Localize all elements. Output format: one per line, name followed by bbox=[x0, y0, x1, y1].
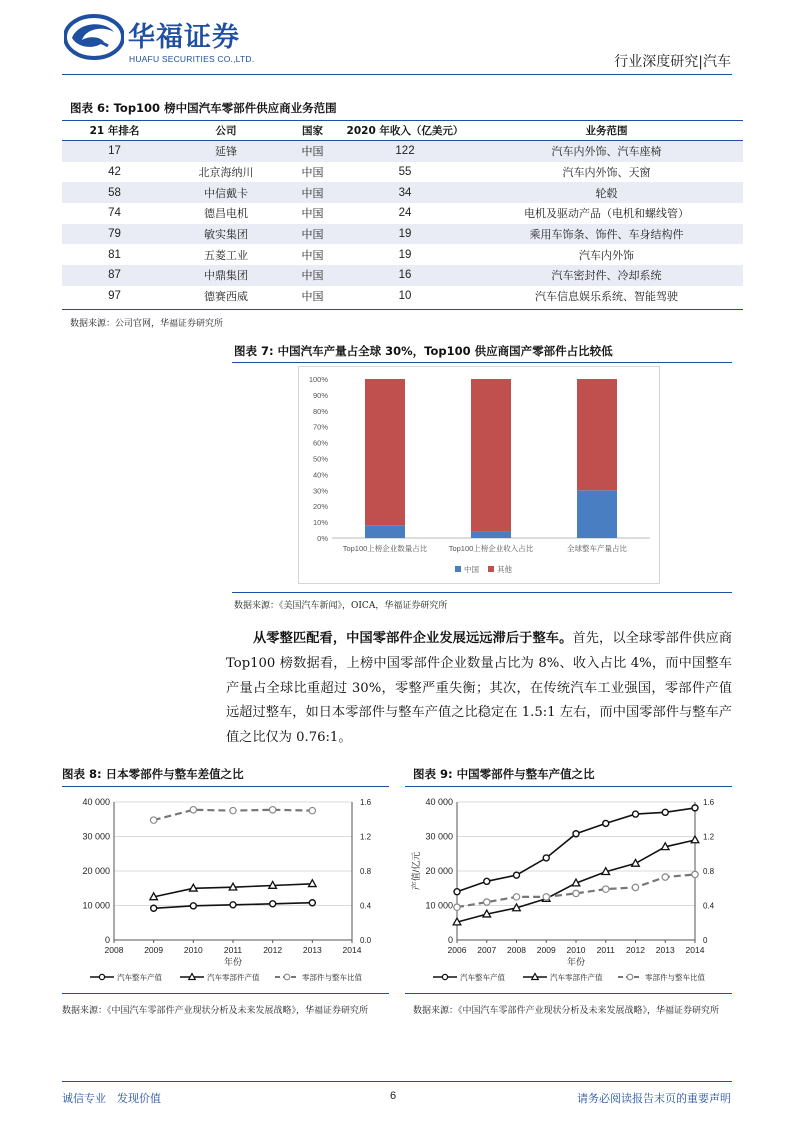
fig9-legend-marker bbox=[627, 974, 633, 980]
fig9-point bbox=[692, 871, 698, 877]
fig8-x-tick-label: 2014 bbox=[342, 945, 362, 955]
fig7-y-tick-label: 50% bbox=[312, 454, 328, 464]
fig9-point bbox=[603, 820, 609, 826]
fig9-bottom-rule bbox=[405, 993, 732, 994]
fig9-x-tick-label: 2011 bbox=[596, 945, 615, 955]
fig8-source: 数据来源：《中国汽车零部件产业现状分析及未来发展战略》，华福证券研究所 bbox=[62, 1006, 369, 1016]
fig9-y-axis-title: 产值/亿元 bbox=[411, 851, 421, 891]
fig7-y-tick-label: 80% bbox=[312, 406, 328, 416]
fig7-caption: 图表 7: 中国汽车产量占全球 30%，Top100 供应商国产零部件占比较低 bbox=[234, 344, 613, 358]
fig8-y-left-tick: 0 bbox=[104, 935, 110, 945]
body-paragraph bbox=[226, 627, 732, 751]
page-number: 6 bbox=[390, 1090, 397, 1102]
fig8-point bbox=[190, 903, 196, 909]
fig9-point bbox=[573, 831, 579, 837]
footer-rule bbox=[62, 1081, 732, 1082]
fig8-x-tick-label: 2008 bbox=[104, 945, 124, 955]
fig7-y-tick-label: 20% bbox=[312, 502, 328, 512]
table-row bbox=[62, 244, 743, 265]
revenue-cell: 10 bbox=[398, 290, 412, 303]
fig7-legend-swatch bbox=[455, 566, 461, 572]
fig9-y-right-tick: 1.2 bbox=[703, 832, 715, 842]
company-cell: 北京海纳川 bbox=[198, 166, 254, 180]
fig8-legend-marker bbox=[99, 974, 104, 979]
fig8-legend-marker bbox=[284, 974, 290, 980]
country-cell: 中国 bbox=[301, 290, 324, 304]
fig8-legend-label: 汽车零部件产值 bbox=[207, 973, 260, 982]
country-cell: 中国 bbox=[285, 265, 340, 286]
table6-source: 数据来源：公司官网，华福证券研究所 bbox=[70, 319, 224, 329]
fig9-y-right-tick: 1.6 bbox=[703, 798, 715, 807]
fig8-legend-label: 汽车整车产值 bbox=[117, 973, 162, 982]
fig8-y-left-tick: 30 000 bbox=[82, 831, 110, 842]
fig8-point bbox=[151, 905, 157, 911]
fig9-point bbox=[662, 874, 668, 880]
table-row bbox=[62, 203, 743, 224]
table6-col-business: 业务范围 bbox=[470, 121, 743, 141]
fig7-legend-swatch bbox=[488, 566, 494, 572]
revenue-cell: 34 bbox=[340, 182, 470, 203]
fig9-point bbox=[454, 904, 460, 910]
fig9-point bbox=[454, 889, 460, 895]
fig8-legend-marker bbox=[189, 974, 196, 980]
fig9-x-tick-label: 2008 bbox=[507, 945, 526, 955]
company-cell: 中信戴卡 bbox=[167, 182, 285, 203]
fig9-caption: 图表 9: 中国零部件与整车产值之比 bbox=[413, 767, 595, 781]
business-cell: 轮毂 bbox=[470, 182, 743, 203]
fig7-bar-segment bbox=[471, 379, 511, 532]
table6-col-revenue: 2020 年收入（亿美元） bbox=[340, 121, 470, 141]
fig7-category-label: Top100上榜企业收入占比 bbox=[448, 544, 534, 553]
fig8-point bbox=[150, 817, 156, 823]
fig8-x-tick-label: 2009 bbox=[144, 945, 164, 955]
company-cell: 五菱工业 bbox=[204, 248, 248, 262]
country-cell: 中国 bbox=[285, 141, 340, 162]
fig7-y-tick-label: 100% bbox=[308, 375, 328, 384]
fig8-point bbox=[230, 807, 236, 813]
table6-bottom-rule bbox=[62, 309, 743, 310]
huafu-logo-mark-icon bbox=[64, 14, 124, 60]
country-cell: 中国 bbox=[285, 224, 340, 245]
rank-cell: 17 bbox=[62, 141, 167, 162]
fig8-point bbox=[230, 902, 236, 908]
rank-cell: 58 bbox=[62, 182, 167, 203]
fig9-y-right-tick: 0.8 bbox=[703, 867, 715, 876]
business-cell: 汽车内外饰、汽车座椅 bbox=[470, 141, 743, 162]
logo-english-name: HUAFU SECURITIES CO.,LTD. bbox=[129, 54, 255, 64]
fig8-x-tick-label: 2012 bbox=[263, 945, 283, 955]
fig7-y-tick-label: 40% bbox=[312, 470, 328, 480]
fig9-top-rule bbox=[405, 786, 732, 787]
fig9-y-left-tick: 40 000 bbox=[425, 797, 453, 807]
fig8-y-left-tick: 10 000 bbox=[82, 900, 110, 911]
business-cell: 汽车内外饰 bbox=[579, 248, 634, 262]
table-row bbox=[62, 286, 743, 307]
fig9-source: 数据来源：《中国汽车零部件产业现状分析及未来发展战略》，华福证券研究所 bbox=[413, 1006, 720, 1016]
table-row bbox=[62, 182, 743, 203]
table-row bbox=[62, 224, 743, 245]
table6-col-country: 国家 bbox=[285, 121, 340, 141]
rank-cell: 79 bbox=[62, 224, 167, 245]
fig7-y-tick-label: 10% bbox=[312, 518, 328, 528]
fig8-y-left-tick: 20 000 bbox=[82, 866, 110, 876]
fig7-bar-segment bbox=[471, 532, 511, 538]
fig8-y-right-tick: 0.0 bbox=[360, 936, 372, 945]
fig9-legend-label: 零部件与整车比值 bbox=[645, 973, 705, 982]
fig9-point bbox=[603, 886, 609, 892]
fig9-x-tick-label: 2012 bbox=[626, 945, 645, 955]
fig9-point bbox=[692, 805, 698, 811]
company-cell: 中鼎集团 bbox=[167, 265, 285, 286]
fig9-y-right-tick: 0.4 bbox=[703, 901, 715, 911]
fig9-y-left-tick: 20 000 bbox=[425, 866, 453, 876]
rank-cell: 87 bbox=[62, 265, 167, 286]
country-cell: 中国 bbox=[301, 207, 324, 221]
fig7-y-tick-label: 90% bbox=[312, 390, 328, 400]
rank-cell: 42 bbox=[108, 166, 121, 179]
rank-cell: 81 bbox=[108, 248, 121, 261]
table-row bbox=[62, 141, 743, 162]
fig8-y-left-tick: 40 000 bbox=[82, 797, 110, 807]
fig9-y-left-tick: 30 000 bbox=[425, 831, 453, 842]
rank-cell: 97 bbox=[108, 290, 121, 303]
revenue-cell: 24 bbox=[398, 207, 412, 220]
table-row bbox=[62, 265, 743, 286]
fig8-x-axis-title: 年份 bbox=[223, 957, 243, 967]
fig7-legend-label: 中国 bbox=[464, 565, 479, 574]
fig7-bar-segment bbox=[577, 379, 617, 490]
revenue-cell: 19 bbox=[398, 248, 412, 261]
footer-disclaimer: 请务必阅读报告末页的重要声明 bbox=[577, 1092, 731, 1105]
fig9-legend-label: 汽车零部件产值 bbox=[550, 973, 603, 982]
fig7-bottom-rule bbox=[232, 592, 732, 593]
paragraph-lead: 从零整匹配看，中国零部件企业发展远远滞后于整车。 bbox=[253, 631, 573, 646]
fig9-chart bbox=[405, 790, 732, 990]
header-rule bbox=[62, 74, 732, 75]
fig9-y-right-tick: 0 bbox=[703, 936, 708, 945]
company-cell: 敏实集团 bbox=[167, 224, 285, 245]
fig7-bar-segment bbox=[365, 379, 405, 525]
fig9-x-tick-label: 2007 bbox=[477, 945, 497, 955]
revenue-cell: 55 bbox=[398, 166, 412, 179]
fig9-point bbox=[513, 894, 519, 900]
company-cell: 德赛西威 bbox=[204, 290, 248, 304]
fig9-point bbox=[573, 890, 579, 896]
fig8-x-tick-label: 2010 bbox=[183, 945, 203, 955]
fig8-caption: 图表 8: 日本零部件与整车差值之比 bbox=[62, 767, 244, 781]
revenue-cell: 19 bbox=[340, 224, 470, 245]
fig7-y-tick-label: 30% bbox=[312, 486, 328, 496]
fig8-y-right-tick: 0.4 bbox=[360, 901, 372, 911]
table6-col-rank: 21 年排名 bbox=[62, 121, 167, 141]
business-cell: 电机及驱动产品（电机和螺线管） bbox=[524, 207, 689, 221]
country-cell: 中国 bbox=[285, 182, 340, 203]
fig7-top-rule bbox=[232, 362, 732, 363]
fig7-bar-segment bbox=[577, 490, 617, 538]
fig8-point bbox=[190, 807, 196, 813]
fig9-legend-marker bbox=[442, 974, 447, 979]
fig9-point bbox=[484, 878, 490, 884]
fig9-x-tick-label: 2014 bbox=[685, 945, 705, 955]
country-cell: 中国 bbox=[301, 166, 324, 180]
fig7-source: 数据来源：《美国汽车新闻》，OICA，华福证券研究所 bbox=[234, 601, 448, 611]
fig8-point bbox=[309, 900, 315, 906]
fig9-point bbox=[514, 872, 520, 878]
table-row bbox=[62, 162, 743, 183]
fig8-top-rule bbox=[62, 786, 389, 787]
fig7-chart bbox=[298, 366, 660, 584]
paragraph-rest: 首先，以全球零部件供应商 Top100 榜数据看，上榜中国零部件企业数量占比为 8%、收入占比 4%，而中国整车产量占全球比重超过 30%，零整严重失衡；其次，在传统汽车工业强国，零部件产值远超过整车，如日本零部件与整车产值之比稳定在 1.5:1 左右，而中国零部件与整车产值之比仅为 0.76:1。 bbox=[226, 631, 733, 746]
business-cell: 汽车信息娱乐系统、智能驾驶 bbox=[535, 290, 678, 304]
fig7-category-label: 全球整车产量占比 bbox=[567, 544, 627, 553]
fig7-bar-segment bbox=[365, 525, 405, 538]
fig8-y-right-tick: 1.2 bbox=[360, 832, 372, 842]
rank-cell: 74 bbox=[108, 207, 121, 220]
fig7-y-tick-label: 70% bbox=[312, 422, 328, 432]
fig9-point bbox=[484, 899, 490, 905]
fig9-point bbox=[543, 894, 549, 900]
fig9-x-tick-label: 2013 bbox=[655, 945, 675, 955]
fig7-y-tick-label: 0% bbox=[317, 534, 328, 543]
business-cell: 汽车内外饰、天窗 bbox=[562, 166, 651, 180]
fig8-y-right-tick: 1.6 bbox=[360, 798, 372, 807]
fig7-category-label: Top100上榜企业数量占比 bbox=[342, 544, 428, 553]
fig9-legend-label: 汽车整车产值 bbox=[460, 973, 505, 982]
revenue-cell: 16 bbox=[340, 265, 470, 286]
fig9-y-left-tick: 10 000 bbox=[425, 900, 453, 911]
fig8-bottom-rule bbox=[62, 993, 389, 994]
report-type: 行业深度研究|汽车 bbox=[614, 54, 731, 70]
table6-header-row bbox=[62, 121, 743, 141]
fig8-point bbox=[270, 901, 276, 907]
fig9-point bbox=[662, 809, 668, 815]
fig9-point bbox=[543, 855, 549, 861]
header bbox=[0, 0, 793, 80]
fig9-legend-marker bbox=[532, 974, 539, 980]
table6-col-company: 公司 bbox=[167, 121, 285, 141]
fig9-x-tick-label: 2009 bbox=[536, 945, 556, 955]
fig8-legend-label: 零部件与整车比值 bbox=[302, 973, 362, 982]
company-cell: 延锋 bbox=[167, 141, 285, 162]
company-cell: 德昌电机 bbox=[204, 207, 248, 221]
fig8-x-tick-label: 2011 bbox=[223, 945, 243, 955]
fig9-y-left-tick: 0 bbox=[447, 935, 453, 945]
fig9-x-axis-title: 年份 bbox=[566, 957, 586, 967]
logo-chinese-name: 华福证券 bbox=[128, 22, 240, 53]
fig8-chart bbox=[62, 790, 389, 990]
business-cell: 乘用车饰条、饰件、车身结构件 bbox=[470, 224, 743, 245]
fig9-x-tick-label: 2010 bbox=[566, 945, 586, 955]
country-cell: 中国 bbox=[301, 248, 324, 262]
revenue-cell: 122 bbox=[340, 141, 470, 162]
fig8-y-right-tick: 0.8 bbox=[360, 867, 372, 876]
fig9-point bbox=[632, 884, 638, 890]
table6 bbox=[62, 121, 743, 307]
fig8-x-tick-label: 2013 bbox=[302, 945, 322, 955]
fig8-point bbox=[269, 807, 275, 813]
table6-caption: 图表 6: Top100 榜中国汽车零部件供应商业务范围 bbox=[70, 101, 337, 115]
fig9-x-tick-label: 2006 bbox=[447, 945, 467, 955]
fig9-point bbox=[691, 836, 699, 843]
fig8-point bbox=[309, 807, 315, 813]
business-cell: 汽车密封件、冷却系统 bbox=[470, 265, 743, 286]
fig7-legend-label: 其他 bbox=[497, 565, 512, 574]
footer-slogan: 诚信专业 发现价值 bbox=[62, 1092, 161, 1105]
fig7-y-tick-label: 60% bbox=[312, 438, 328, 448]
fig9-point bbox=[633, 811, 639, 817]
